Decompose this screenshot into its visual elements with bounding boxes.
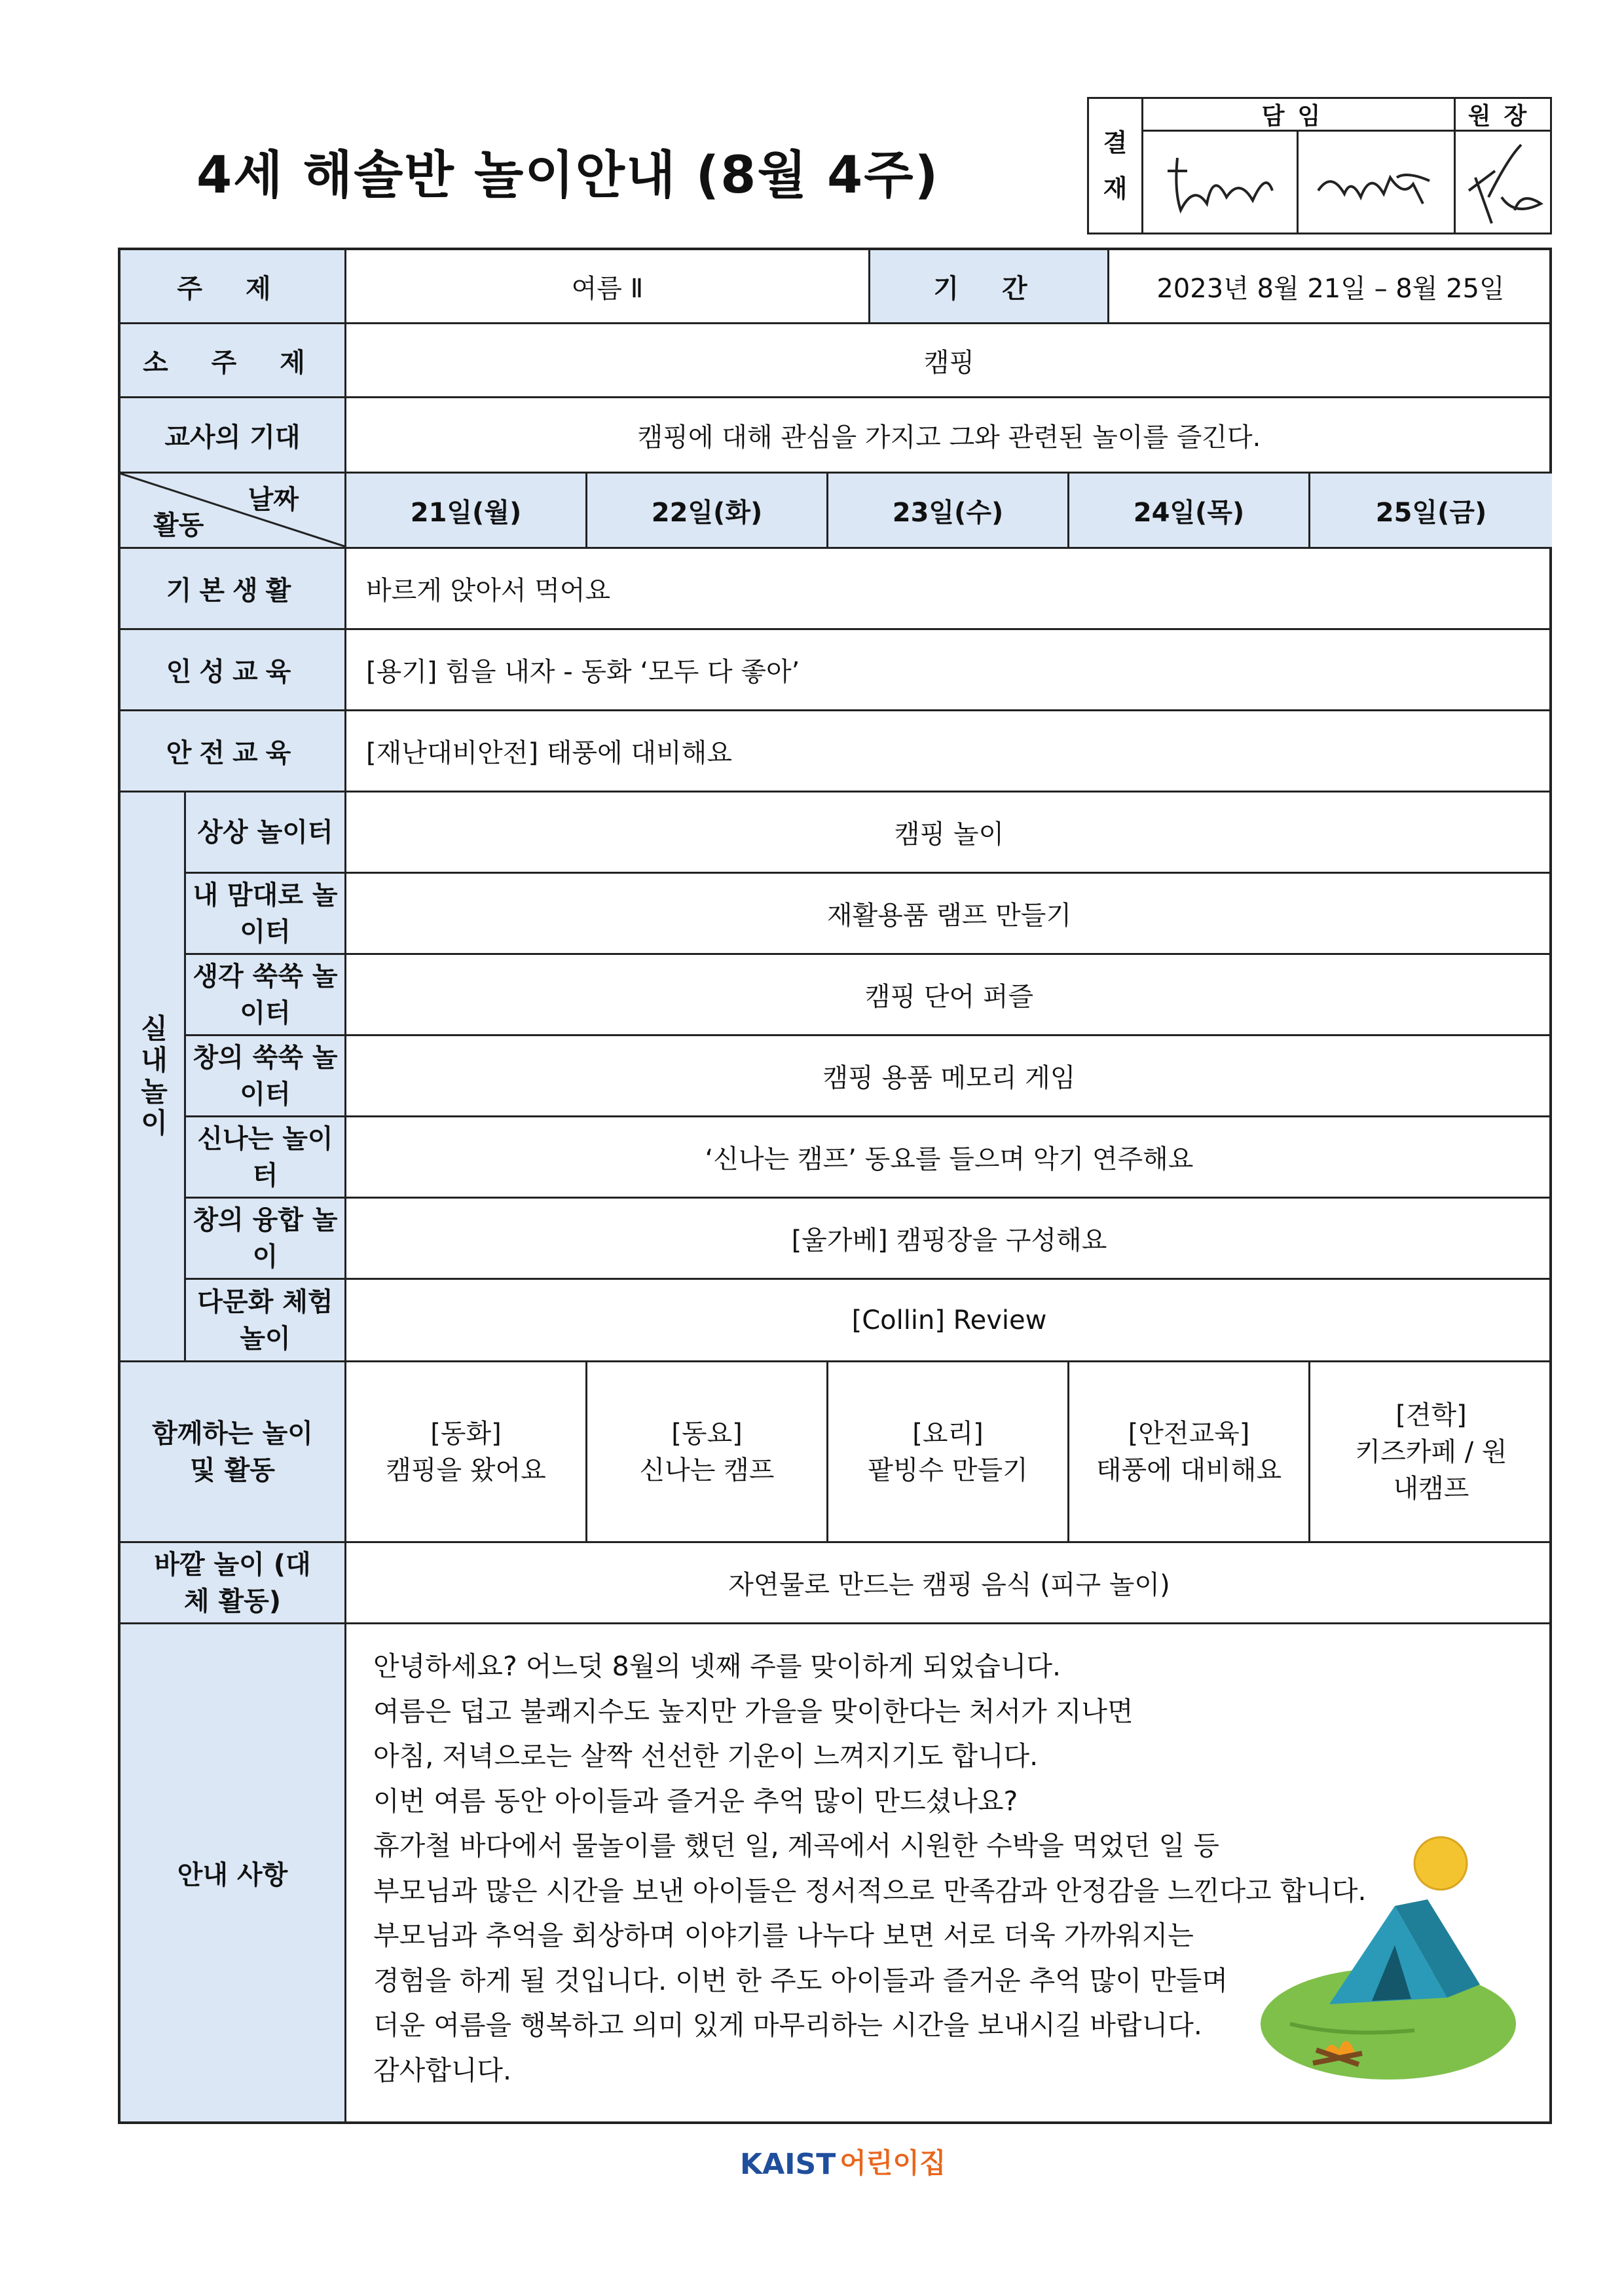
theme-label: 주 제	[120, 250, 346, 322]
outdoor-value: 자연물로 만드는 캠핑 음식 (피구 놀이)	[728, 1570, 1170, 1600]
together-item-2: [동요] 신나는 캠프	[587, 1362, 828, 1541]
notice-line: 부모님과 많은 시간을 보낸 아이들은 정서적으로 만족감과 안정감을 느낀다고 합니다.	[373, 1875, 1367, 1907]
safety-row	[120, 711, 1549, 793]
basic-life-value: 바르게 앉아서 먹어요	[366, 576, 611, 606]
indoor-label-3: 생각 쑥쑥 놀이터	[186, 955, 346, 1034]
together-item-4: [안전교육] 태풍에 대비해요	[1069, 1362, 1310, 1541]
day-5: 25일(금)	[1310, 474, 1552, 547]
indoor-value-1: 캠핑 놀이	[894, 819, 1005, 849]
signature-3	[1456, 132, 1552, 234]
indoor-row-4	[186, 1036, 1552, 1117]
approval-director-header: 원장	[1456, 99, 1552, 132]
expectation-row	[120, 398, 1549, 474]
outdoor-label: 바깥 놀이 (대체 활동)	[120, 1543, 346, 1622]
notice-line: 경험을 하게 될 것입니다. 이번 한 주도 아이들과 즐거운 추억 많이 만들며	[373, 1964, 1228, 1996]
subtheme-row	[120, 324, 1549, 398]
safety-value: [재난대비안전] 태풍에 대비해요	[366, 738, 732, 768]
indoor-row-3	[186, 955, 1552, 1036]
outdoor-row	[120, 1543, 1549, 1624]
indoor-value-6: [울가베] 캠핑장을 구성해요	[791, 1225, 1107, 1256]
notice-line: 아침, 저녁으로는 살짝 선선한 기운이 느껴지기도 합니다.	[373, 1740, 1039, 1772]
together-item-3: [요리] 팥빙수 만들기	[828, 1362, 1069, 1541]
basic-life-row	[120, 549, 1549, 630]
indoor-value-7: [Collin] Review	[851, 1305, 1047, 1335]
notice-line: 감사합니다.	[373, 2054, 512, 2086]
expectation-value: 캠핑에 대해 관심을 가지고 그와 관련된 놀이를 즐긴다.	[637, 422, 1261, 453]
indoor-row-1	[186, 793, 1552, 874]
notice-line: 더운 여름을 행복하고 의미 있게 마무리하는 시간을 보내시길 바랍니다.	[373, 2009, 1202, 2041]
character-row	[120, 630, 1549, 711]
approval-label: 결 재	[1089, 99, 1143, 233]
indoor-label-4: 창의 쑥쑥 놀이터	[186, 1036, 346, 1115]
indoor-value-3: 캠핑 단어 퍼즐	[864, 982, 1034, 1012]
notice-line: 이번 여름 동안 아이들과 즐거운 추억 많이 만드셨나요?	[373, 1785, 1018, 1817]
safety-label: 안전교육	[120, 711, 346, 791]
page-title: 4세 해솔반 놀이안내 (8월 4주)	[196, 146, 940, 205]
notice-line: 안녕하세요? 어느덧 8월의 넷째 주를 맞이하게 되었습니다.	[373, 1651, 1061, 1682]
subtheme-label: 소 주 제	[120, 324, 346, 396]
indoor-label: 실내놀이	[120, 793, 186, 1362]
indoor-row-5	[186, 1117, 1552, 1199]
logo-kaist: KAIST	[740, 2148, 836, 2181]
together-label: 함께하는 놀이 및 활동	[120, 1362, 346, 1541]
notice-label: 안내 사항	[120, 1624, 346, 2121]
indoor-label-7: 다문화 체험놀이	[186, 1280, 346, 1360]
basic-life-label: 기본생활	[120, 549, 346, 628]
together-row	[120, 1362, 1549, 1543]
together-item-1: [동화] 캠핑을 왔어요	[346, 1362, 587, 1541]
logo-daycare: 어린이집	[840, 2147, 946, 2179]
indoor-label-1: 상상 놀이터	[186, 793, 346, 872]
days-header-row	[120, 474, 1549, 549]
day-3: 23일(수)	[828, 474, 1069, 547]
day-1: 21일(월)	[346, 474, 587, 547]
theme-row	[120, 250, 1549, 324]
theme-value: 여름 Ⅱ	[346, 250, 870, 322]
day-4: 24일(목)	[1069, 474, 1310, 547]
indoor-row-2	[186, 874, 1552, 955]
period-label: 기 간	[870, 250, 1109, 322]
indoor-value-2: 재활용품 램프 만들기	[826, 901, 1072, 931]
signature-2	[1299, 132, 1456, 234]
period-value: 2023년 8월 21일 – 8월 25일	[1156, 273, 1505, 304]
subtheme-value: 캠핑	[923, 347, 975, 378]
together-item-5: [견학] 키즈카페 / 원내캠프	[1355, 1400, 1507, 1504]
character-label: 인성교육	[120, 630, 346, 709]
expectation-label: 교사의 기대	[120, 398, 346, 472]
indoor-label-6: 창의 융합 놀이	[186, 1199, 346, 1278]
indoor-row-7	[186, 1280, 1552, 1362]
indoor-row-6	[186, 1199, 1552, 1280]
approval-box	[1087, 97, 1552, 234]
camping-tent-illustration	[1251, 1827, 1532, 2089]
indoor-value-4: 캠핑 용품 메모리 게임	[822, 1063, 1076, 1093]
notice-line: 여름은 덥고 불쾌지수도 높지만 가을을 맞이한다는 처서가 지나면	[373, 1695, 1134, 1727]
indoor-value-5: ‘신나는 캠프’ 동요를 들으며 악기 연주해요	[705, 1144, 1194, 1174]
date-activity-corner: 날짜 활동	[120, 474, 346, 547]
indoor-label-5: 신나는 놀이터	[186, 1117, 346, 1197]
footer-logo	[740, 2142, 946, 2181]
notice-line: 휴가철 바다에서 물놀이를 했던 일, 계곡에서 시원한 수박을 먹었던 일 등	[373, 1830, 1219, 1861]
indoor-label-2: 내 맘대로 놀이터	[186, 874, 346, 953]
notice-line: 부모님과 추억을 회상하며 이야기를 나누다 보면 서로 더욱 가까워지는	[373, 1920, 1194, 1951]
signature-1	[1141, 132, 1299, 234]
character-value: [용기] 힘을 내자 - 동화 ‘모두 다 좋아’	[366, 657, 800, 687]
approval-homeroom-header: 담임	[1141, 99, 1456, 132]
day-2: 22일(화)	[587, 474, 828, 547]
